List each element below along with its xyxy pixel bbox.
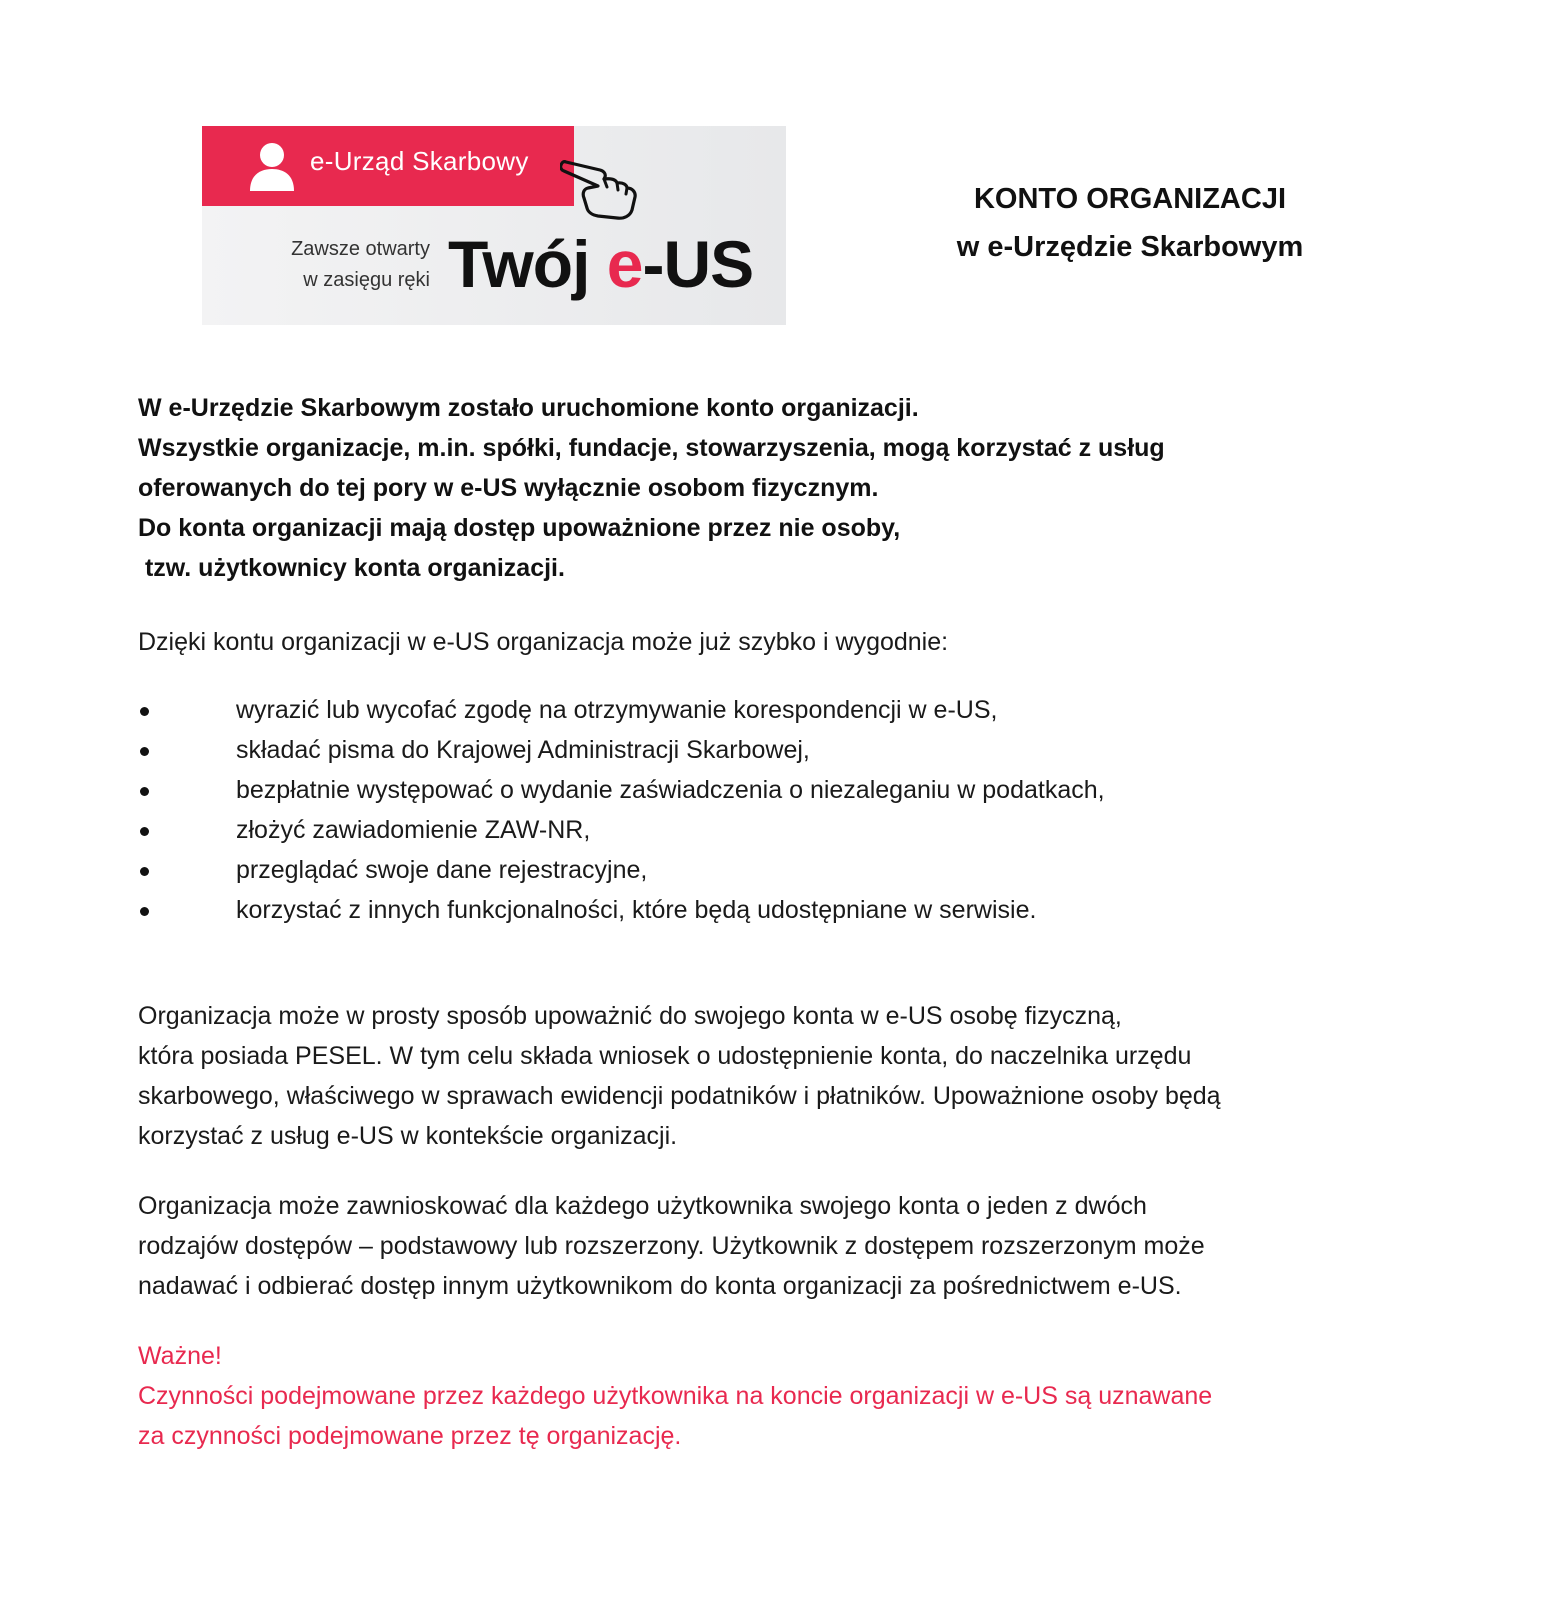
bullet-icon <box>140 787 149 796</box>
pointing-hand-icon <box>560 152 642 222</box>
eus-banner <box>202 126 786 325</box>
lead-paragraph <box>138 388 1458 588</box>
bullet-icon <box>140 827 149 836</box>
important-title: Ważne! <box>138 1342 222 1370</box>
brand-logo: Twój e-US <box>448 227 754 301</box>
lead-line: W e-Urzędzie Skarbowym zostało uruchomione konto organizacji. <box>138 394 919 422</box>
list-item: przeglądać swoje dane rejestracyjne, <box>138 850 1458 890</box>
page-title: KONTO ORGANIZACJI w e-Urzędzie Skarbowym <box>956 183 1304 263</box>
list-item: korzystać z innych funkcjonalności, które będą udostępniane w serwisie. <box>138 890 1458 930</box>
authorization-paragraph: Organizacja może w prosty sposób upoważnić do swojego konta w e-US osobę fizyczną, która posiada PESEL. W tym celu składa wniosek o udostępnienie konta, do naczelnika urzędu skarbowego, właściwego w sprawach ewidencji podatników i płatników. Upoważnione osoby będą korzystać z usług e-US w kontekście organizacji. <box>138 1002 1221 1150</box>
lead-line: oferowanych do tej pory w e-US wyłącznie osobom fizycznym. <box>138 474 879 502</box>
banner-label-bar <box>202 126 574 206</box>
banner-tagline: Zawsze otwarty w zasięgu ręki <box>291 238 430 291</box>
lead-line: Do konta organizacji mają dostęp upoważnione przez nie osoby, <box>138 514 901 542</box>
list-item: złożyć zawiadomienie ZAW-NR, <box>138 810 1458 850</box>
benefits-list <box>138 690 1458 930</box>
lead-line: Wszystkie organizacje, m.in. spółki, fundacje, stowarzyszenia, mogą korzystać z usług <box>138 434 1165 462</box>
benefits-intro: Dzięki kontu organizacji w e-US organizacja może już szybko i wygodnie: <box>138 628 949 656</box>
access-types-paragraph: Organizacja może zawnioskować dla każdego użytkownika swojego konta o jeden z dwóch rodzajów dostępów – podstawowy lub rozszerzony. Użytkownik z dostępem rozszerzonym może nadawać i odbierać dostęp innym użytkownikom do konta organizacji za pośrednictwem e-US. <box>138 1192 1205 1300</box>
bullet-icon <box>140 707 149 716</box>
list-item: składać pisma do Krajowej Administracji Skarbowej, <box>138 730 1458 770</box>
list-item: bezpłatnie występować o wydanie zaświadczenia o niezaleganiu w podatkach, <box>138 770 1458 810</box>
list-item: wyrazić lub wycofać zgodę na otrzymywanie korespondencji w e-US, <box>138 690 1458 730</box>
user-icon <box>246 141 298 193</box>
bullet-icon <box>140 907 149 916</box>
bullet-icon <box>140 747 149 756</box>
banner-label: e-Urząd Skarbowy <box>310 146 529 176</box>
bullet-icon <box>140 867 149 876</box>
lead-line: tzw. użytkownicy konta organizacji. <box>138 554 565 582</box>
important-notice: Ważne! Czynności podejmowane przez każdego użytkownika na koncie organizacji w e-US są uznawane za czynności podejmowane przez tę organizację. <box>138 1336 1458 1456</box>
article-body <box>138 388 1458 1456</box>
